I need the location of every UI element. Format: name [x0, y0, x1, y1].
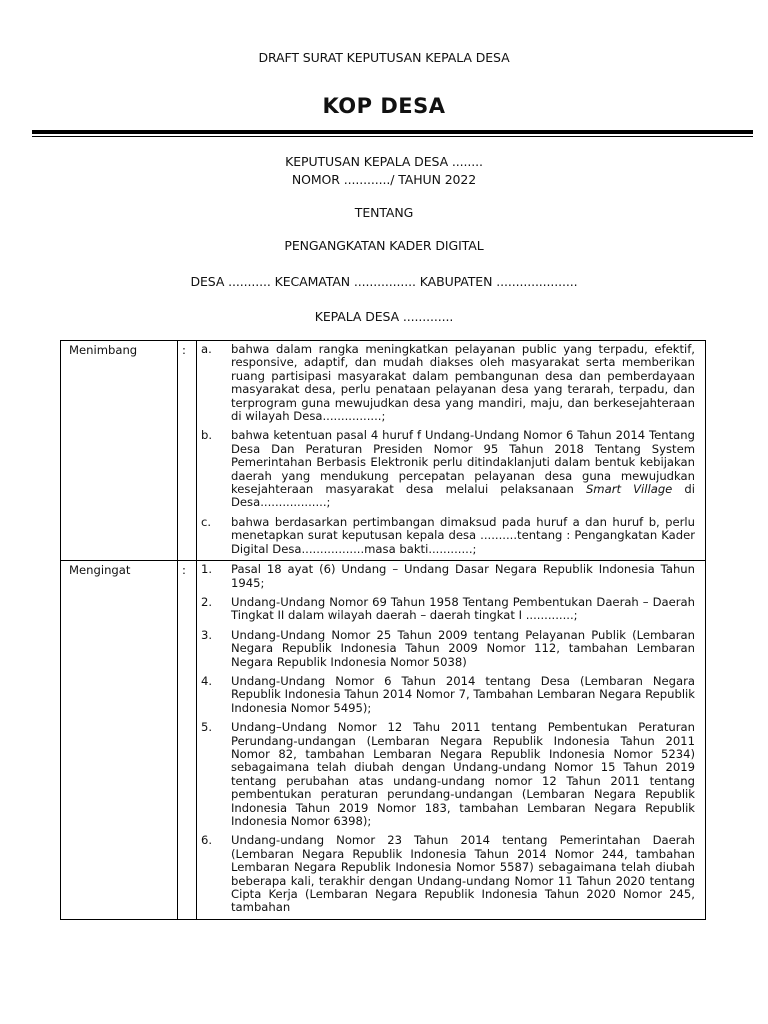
list-item — [197, 719, 705, 832]
item-text: bahwa dalam rangka meningkatkan pelayanan public yang terpadu, efektif, responsive, adaptif, dan mudah diakses oleh masyarakat serta memberikan ruang partisipasi masyarakat dalam pembangunan desa dan pemberdayaan masyarakat desa, perlu penataan pelayanan desa yang terarah, terpadu, dan terprogram guna mewujudkan desa yang mandiri, maju, dan berkesejahteraan di wilayah Desa................; — [231, 342, 695, 424]
list-item — [197, 427, 705, 513]
keputusan-line: KEPUTUSAN KEPALA DESA ........ — [285, 154, 483, 169]
header-rule-thin — [32, 136, 753, 137]
item-text — [231, 429, 695, 509]
item-marker: 5. — [201, 720, 213, 735]
item-marker: 4. — [201, 673, 213, 688]
item-text: Undang-Undang Nomor 69 Tahun 1958 Tentang Pembentukan Daerah – Daerah Tingkat II dalam wilayah daerah – daerah tingkat I .............; — [231, 594, 695, 623]
menimbang-content — [197, 341, 706, 561]
item-marker: 1. — [201, 562, 213, 577]
item-marker: b. — [201, 428, 213, 443]
list-item — [197, 627, 705, 673]
list-item — [197, 832, 705, 918]
item-text: Undang–Undang Nomor 12 Tahu 2011 tentang Pembentukan Peraturan Perundang-undangan (Lembaran Negara Republik Indonesia Tahun 2011 Nomor 82, tambahan Lembaran Negara Republik Indonesia Nomor 5234) sebagaimana telah diubah dengan Undang-undang Nomor 15 Tahun 2019 tentang perubahan atas undang-undang nomor 12 Tahun 2011 tentang pembentukan peraturan perundang-undangan (Lembaran Negara Republik Indonesia Tahun 2019 Nomor 183, tambahan Lembaran Negara Republik Indonesia Nomor 6398); — [231, 720, 695, 828]
item-marker: 6. — [201, 833, 213, 848]
list-item — [197, 673, 705, 719]
item-marker: 2. — [201, 594, 213, 609]
list-item — [197, 594, 705, 627]
list-item — [197, 561, 705, 594]
item-text: Undang-undang Nomor 23 Tahun 2014 tentang Pemerintahan Daerah (Lembaran Negara Republik Indonesia Tahun 2014 Nomor 244, tambahan Lembaran Negara Republik Indonesia Nomor 5587) sebagaimana telah diubah beberapa kali, terakhir dengan Undang-undang Nomor 11 Tahun 2020 tentang Cipta Kerja (Lembaran Negara Republik Indonesia Tahun 2020 Nomor 245, tambahan — [231, 833, 695, 915]
mengingat-row — [61, 561, 706, 920]
considerations-table — [60, 340, 706, 920]
mengingat-colon: : — [178, 561, 197, 920]
item-text: Undang-Undang Nomor 6 Tahun 2014 tentang Desa (Lembaran Negara Republik Indonesia Tahun 2014 Nomor 7, Tambahan Lembaran Negara Republik Indonesia Nomor 5495); — [231, 673, 695, 715]
kepala-desa-line: KEPALA DESA ............. — [314, 309, 454, 324]
item-marker: 3. — [201, 627, 213, 642]
item-text: Undang-Undang Nomor 25 Tahun 2009 tentang Pelayanan Publik (Lembaran Negara Republik Indonesia Tahun 2009 Nomor 112, tambahan Lembaran Negara Republik Indonesia Nomor 5038) — [231, 627, 695, 669]
nomor-line: NOMOR ............/ TAHUN 2022 — [291, 172, 477, 187]
menimbang-label: Menimbang — [61, 341, 178, 561]
item-text-before: bahwa ketentuan pasal 4 huruf f Undang-Undang Nomor 6 Tahun 2014 Tentang Desa Dan Peraturan Presiden Nomor 95 Tahun 2018 Tentang System Pemerintahan Berbasis Elektronik perlu ditindaklanjuti dalam bentuk kebijakan daerah yang mendukung percepatan pelayanan desa guna mewujudkan kesejahteraan masyarakat desa melalui pelaksanaan — [231, 428, 695, 497]
desa-kecamatan-kabupaten-line: DESA ........... KECAMATAN ................ KABUPATEN ..................... — [190, 274, 578, 289]
header-rule-thick — [32, 130, 753, 134]
mengingat-content — [197, 561, 706, 920]
item-text-italic: Smart Village — [585, 482, 673, 497]
item-text: Pasal 18 ayat (6) Undang – Undang Dasar Negara Republik Indonesia Tahun 1945; — [231, 562, 695, 590]
list-item — [197, 514, 705, 560]
draft-title: DRAFT SURAT KEPUTUSAN KEPALA DESA — [258, 50, 510, 65]
list-item — [197, 341, 705, 427]
item-text: bahwa berdasarkan pertimbangan dimaksud pada huruf a dan huruf b, perlu menetapkan surat keputusan kepala desa ..........tentang : Pengangkatan Kader Digital Desa.................masa bakti............; — [231, 514, 695, 556]
menimbang-row — [61, 341, 706, 561]
kop-desa-title: KOP DESA — [322, 94, 446, 118]
menimbang-colon: : — [178, 341, 197, 561]
item-text-after: di Desa..................; — [231, 482, 695, 510]
tentang-line: TENTANG — [354, 205, 414, 220]
item-marker: a. — [201, 342, 212, 356]
mengingat-label: Mengingat — [61, 561, 178, 920]
subject-line: PENGANGKATAN KADER DIGITAL — [284, 238, 484, 253]
item-marker: c. — [201, 514, 212, 529]
